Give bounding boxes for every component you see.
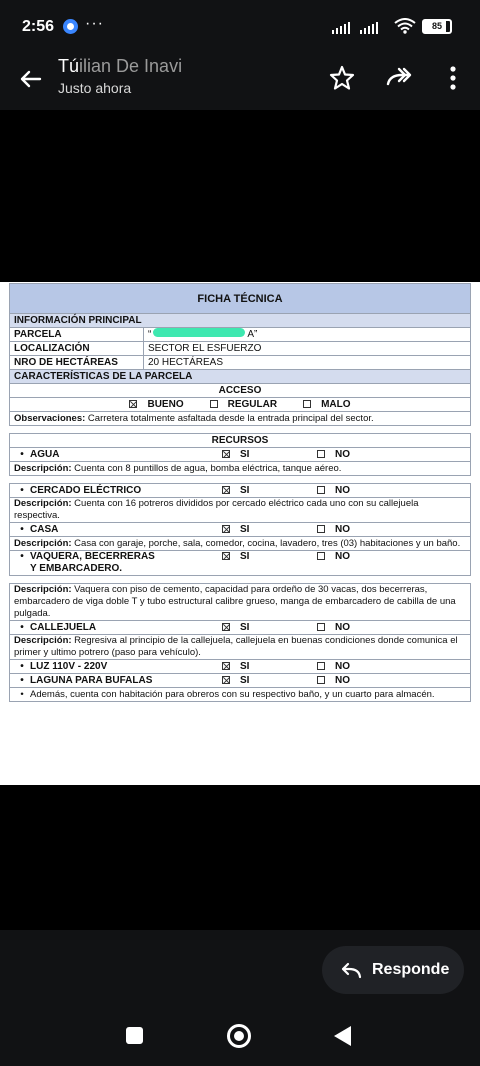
reply-icon [340,960,362,980]
checked-box-icon [222,552,230,560]
checked-box-icon [222,486,230,494]
home-button[interactable] [227,1024,251,1048]
sender-name [58,56,182,77]
unchecked-box-icon [317,486,325,494]
resource-desc-casa: Descripción: Casa con garaje, porche, sala, comedor, cocina, lavadero, tres (03) habitaciones y un baño. [10,537,471,551]
parcela-prefix: “ [148,329,152,340]
resource-desc-vaquera: Descripción: Vaquera con piso de cemento, capacidad para ordeño de 30 vacas, dos becerreras, embarcadero de viga doble T y tubo estructural calibre grueso, manga de embarcadero de cabilla de una pulgada. [10,584,471,621]
localizacion-value: SECTOR EL ESFUERZO [144,342,471,356]
resource-row-luz: • LUZ 110V - 220V SI NO [10,660,471,674]
resource-row-vaquera: • VAQUERA, BECERRERAS Y EMBARCADERO. SI NO [10,551,471,576]
acceso-observaciones: Observaciones: Carretera totalmente asfaltada desde la entrada principal del sector. [10,412,471,426]
checked-box-icon [222,676,230,684]
message-time: Justo ahora [58,80,132,96]
battery-icon [422,19,452,34]
unchecked-box-icon [317,676,325,684]
bottom-area [0,930,480,1066]
acceso-option-bueno: BUENO [129,399,183,411]
checked-box-icon [222,662,230,670]
wifi-icon [394,18,416,34]
sender-name-visible: Tú [58,56,80,76]
localizacion-label: LOCALIZACIÓN [10,342,144,356]
checked-box-icon [222,525,230,533]
caracteristicas-header: CARACTERÍSTICAS DE LA PARCELA [10,370,471,384]
spacer [10,476,471,484]
resource-row-agua: • AGUA SI NO [10,448,471,462]
back-arrow-icon[interactable] [14,62,48,96]
battery-level: 85 [431,21,442,31]
recursos-header: RECURSOS [10,434,471,448]
sender-name-faded: ilian De Inavi [79,56,183,76]
document-image[interactable] [0,282,480,785]
resource-desc-callejuela: Descripción: Regresiva al principio de la callejuela, callejuela en buenas condiciones donde comunica el primer y ultimo potrero (paso para vehículo). [10,635,471,660]
notification-app-icon [63,19,78,34]
nav-back-button[interactable] [334,1026,351,1046]
unchecked-box-icon [210,400,218,408]
checked-box-icon [222,450,230,458]
spacer [10,426,471,434]
resource-row-cercado: • CERCADO ELÉCTRICO SI NO [10,484,471,498]
status-bar [0,0,480,54]
parcela-suffix: A” [247,329,258,340]
reply-button[interactable] [322,946,464,994]
hectareas-label: NRO DE HECTÁREAS [10,356,144,370]
resource-desc-cercado: Descripción: Cuenta con 16 potreros divididos por cercado eléctrico cada uno con su callejuela respectiva. [10,498,471,523]
checked-box-icon [129,400,137,408]
app-bar [0,54,480,110]
signal-icon [330,20,390,34]
forward-icon[interactable] [385,64,415,92]
resource-row-laguna: • LAGUNA PARA BUFALAS SI NO [10,674,471,688]
checked-box-icon [222,623,230,631]
acceso-option-regular: REGULAR [210,399,277,411]
unchecked-box-icon [317,552,325,560]
acceso-options [10,398,471,412]
resource-row-callejuela: • CALLEJUELA SI NO [10,621,471,635]
unchecked-box-icon [317,662,325,670]
technical-sheet-table [9,283,471,702]
info-header: INFORMACIÓN PRINCIPAL [10,314,471,328]
reply-label: Responde [372,961,450,978]
unchecked-box-icon [317,623,325,631]
more-notifications-icon: ··· [85,15,104,32]
sheet-title: FICHA TÉCNICA [10,284,471,314]
spacer [10,576,471,584]
additional-note: • Además, cuenta con habitación para obreros con su respectivo baño, y un cuarto para almacén. [10,688,471,702]
acceso-option-malo: MALO [303,399,350,411]
resource-desc-agua: Descripción: Cuenta con 8 puntillos de agua, bomba eléctrica, tanque aéreo. [10,462,471,476]
parcela-label: PARCELA [10,328,144,342]
star-icon[interactable] [328,64,356,92]
redaction-mark [153,328,245,337]
acceso-header: ACCESO [10,384,471,398]
recents-button[interactable] [126,1027,143,1044]
parcela-value [144,328,471,342]
status-time: 2:56 [22,18,55,35]
unchecked-box-icon [317,525,325,533]
unchecked-box-icon [303,400,311,408]
hectareas-value: 20 HECTÁREAS [144,356,471,370]
resource-row-casa: • CASA SI NO [10,523,471,537]
unchecked-box-icon [317,450,325,458]
more-vert-icon[interactable] [442,64,464,92]
